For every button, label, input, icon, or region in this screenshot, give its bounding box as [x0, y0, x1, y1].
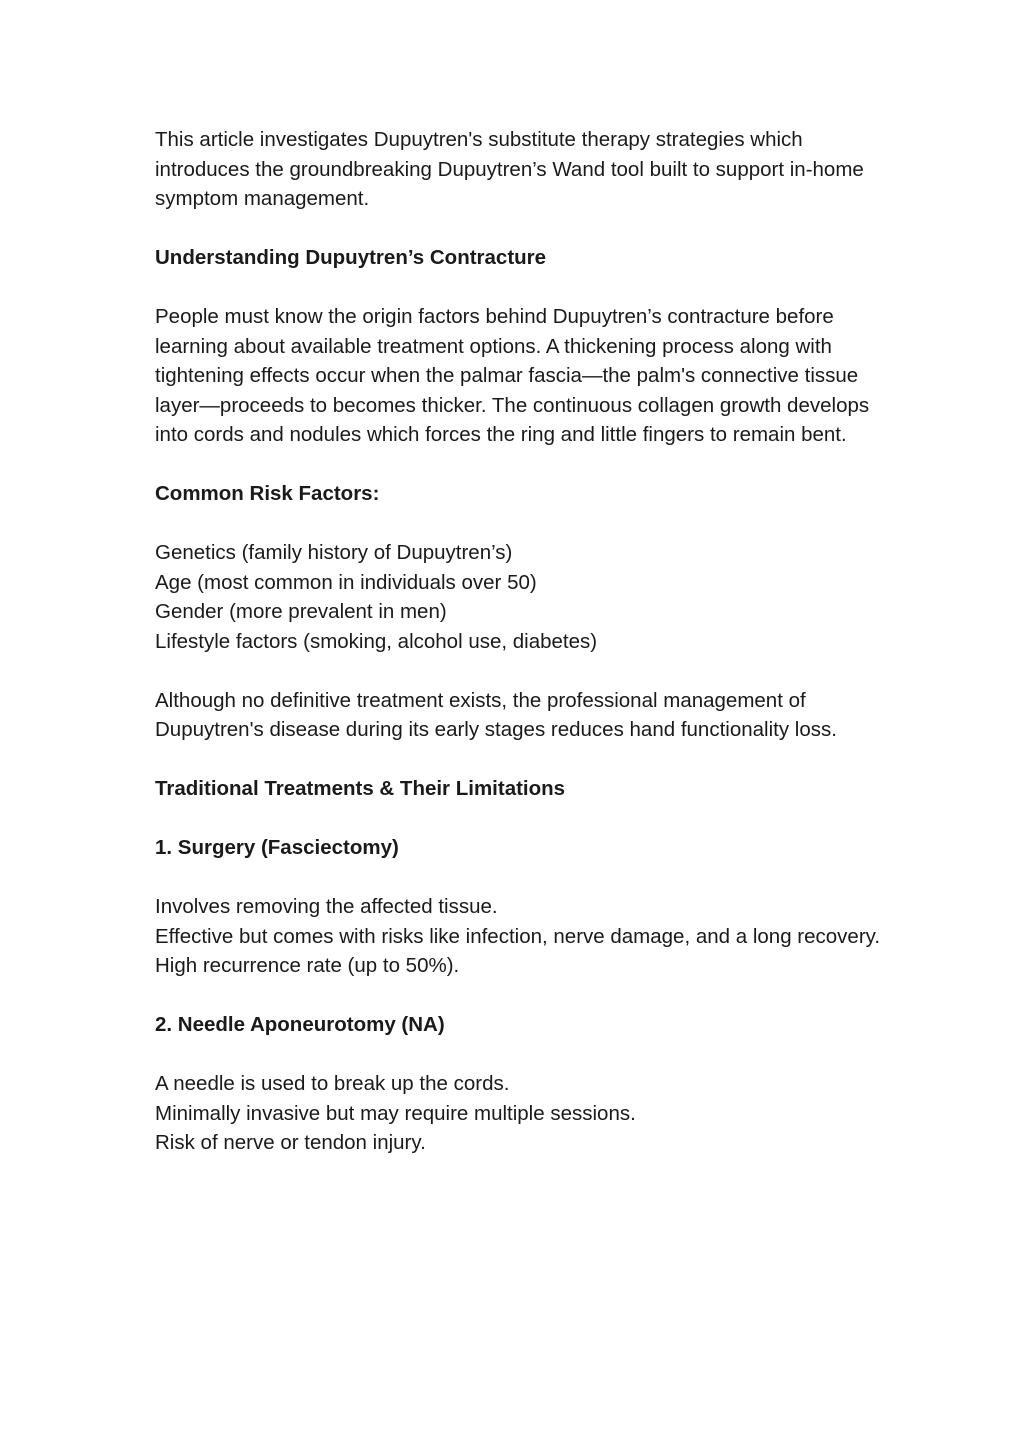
heading-needle-aponeurotomy: 2. Needle Aponeurotomy (NA): [155, 1013, 445, 1036]
understanding-paragraph: People must know the origin factors behind Dupuytren’s contracture before learning about available treatment options. A thickening process along with tightening effects occur when the palmar fascia—the palm's connective tissue layer—proceeds to becomes thicker. The continuous collagen growth develops into cords and nodules which forces the ring and little fingers to remain bent.: [155, 305, 870, 446]
list-item: Age (most common in individuals over 50): [155, 570, 537, 594]
heading-surgery: 1. Surgery (Fasciectomy): [155, 836, 399, 859]
heading-traditional-treatments: Traditional Treatments & Their Limitations: [155, 777, 566, 800]
heading-risk-factors: Common Risk Factors:: [155, 482, 380, 505]
list-item: Effective but comes with risks like infection, nerve damage, and a long recovery.: [155, 924, 881, 948]
needle-points-list: [155, 1069, 885, 1158]
list-item: Lifestyle factors (smoking, alcohol use, diabetes): [155, 629, 598, 653]
risk-factors-list: [155, 538, 885, 656]
list-item: A needle is used to break up the cords.: [155, 1072, 510, 1095]
intro-paragraph: This article investigates Dupuytren's substitute therapy strategies which introduces the groundbreaking Dupuytren’s Wand tool built to support in-home symptom management.: [155, 128, 864, 210]
list-item: High recurrence rate (up to 50%).: [155, 954, 460, 977]
surgery-points-list: [155, 892, 885, 981]
list-item: Genetics (family history of Dupuytren’s): [155, 541, 513, 564]
heading-understanding: Understanding Dupuytren’s Contracture: [155, 246, 547, 269]
list-item: Gender (more prevalent in men): [155, 600, 447, 623]
list-item: Minimally invasive but may require multiple sessions.: [155, 1101, 636, 1125]
list-item: Risk of nerve or tendon injury.: [155, 1131, 426, 1154]
article-body: [155, 125, 885, 1158]
management-paragraph: Although no definitive treatment exists, the professional management of Dupuytren's disease during its early stages reduces hand functionality loss.: [155, 688, 837, 741]
list-item: Involves removing the affected tissue.: [155, 895, 498, 918]
